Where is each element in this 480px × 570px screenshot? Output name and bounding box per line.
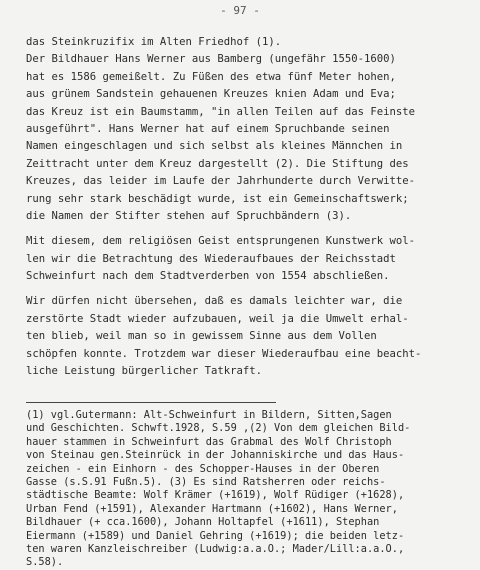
paragraph-1: [26, 34, 466, 225]
footnote-line: hauer stammen in Schweinfurt das Grabmal des Wolf Christoph: [26, 435, 392, 448]
text-line: das Kreuz ist ein Baumstamm, "in allen Teilen auf das Feinste: [26, 105, 416, 118]
text-line: zerstörte Stadt wieder aufzubauen, weil ja die Umwelt erhal-: [26, 312, 409, 325]
footnote-line: von Steinau gen.Steinrück in der Johanniskirche und das Haus-: [26, 449, 405, 462]
paragraph-3: [26, 293, 466, 380]
body-text: [26, 34, 466, 380]
footnote-line: S.58).: [26, 556, 64, 569]
text-line: rung sehr stark beschädigt wurde, ist ein Gemeinschaftswerk;: [26, 192, 409, 205]
text-line: hat es 1586 gemeißelt. Zu Füßen des etwa fünf Meter hohen,: [26, 70, 396, 83]
text-line: Der Bildhauer Hans Werner aus Bamberg (ungefähr 1550-1600): [26, 53, 396, 66]
text-line: Namen eingeschlagen und sich selbst als kleines Männchen in: [26, 140, 403, 153]
paragraph-2: [26, 233, 466, 285]
text-line: ten blieb, weil man so in gewissem Sinne aus dem Vollen: [26, 330, 377, 343]
text-line: len wir die Betrachtung des Wiederaufbaues der Reichsstadt: [26, 252, 396, 265]
footnote-line: Bildhauer (+ cca.1600), Johann Holtapfel (+1611), Stephan: [26, 516, 380, 529]
text-line: Zeittracht unter dem Kreuz dargestellt (2). Die Stiftung des: [26, 157, 409, 170]
text-line: liche Leistung bürgerlicher Tatkraft.: [26, 365, 262, 378]
footnote-divider: [26, 402, 276, 403]
paragraph-gap: [26, 225, 466, 233]
page-number: - 97 -: [220, 4, 260, 17]
text-line: ausgeführt". Hans Werner hat auf einem Spruchbande seinen: [26, 122, 390, 135]
footnote-line: Eiermann (+1589) und Daniel Gehring (+1619); die beiden letz-: [26, 529, 405, 542]
text-line: Schweinfurt nach dem Stadtverderben von 1554 abschließen.: [26, 270, 390, 283]
paragraph-gap: [26, 285, 466, 293]
text-line: schöpfen konnte. Trotzdem war dieser Wiederaufbau eine beacht-: [26, 347, 422, 360]
footnote-line: (1) vgl.Gutermann: Alt-Schweinfurt in Bildern, Sitten,Sagen: [26, 409, 392, 421]
text-line: Wir dürfen nicht übersehen, daß es damals leichter war, die: [26, 295, 403, 308]
text-line: die Namen der Stifter stehen auf Spruchbändern (3).: [26, 209, 352, 222]
footnote-line: ten waren Kanzleischreiber (Ludwig:a.a.O.; Mader/Lill:a.a.O.,: [26, 542, 405, 555]
footnote-line: und Geschichten. Schwft.1928, S.59 ,(2) Von dem gleichen Bild-: [26, 422, 411, 435]
text-line: Kreuzes, das leider im Laufe der Jahrhunderte durch Verwitte-: [26, 175, 416, 188]
footnotes: [26, 409, 466, 570]
footnote-line: städtische Beamte: Wolf Krämer (+1619), Wolf Rüdiger (+1628),: [26, 489, 405, 502]
footnote-line: zeichen - ein Einhorn - des Schopper-Hauses in der Oberen: [26, 462, 380, 475]
footnote-line: Gasse (s.S.91 Fußn.5). (3) Es sind Ratsherren oder reichs-: [26, 475, 386, 488]
text-line: Mit diesem, dem religiösen Geist entsprungenen Kunstwerk wol-: [26, 235, 416, 248]
footnote-line: Urban Fend (+1591), Alexander Hartmann (+1602), Hans Werner,: [26, 502, 398, 515]
text-line: aus grünem Sandstein gehauenen Kreuzes knien Adam und Eva;: [26, 88, 396, 101]
text-line: das Steinkruzifix im Alten Friedhof (1).: [26, 36, 282, 48]
